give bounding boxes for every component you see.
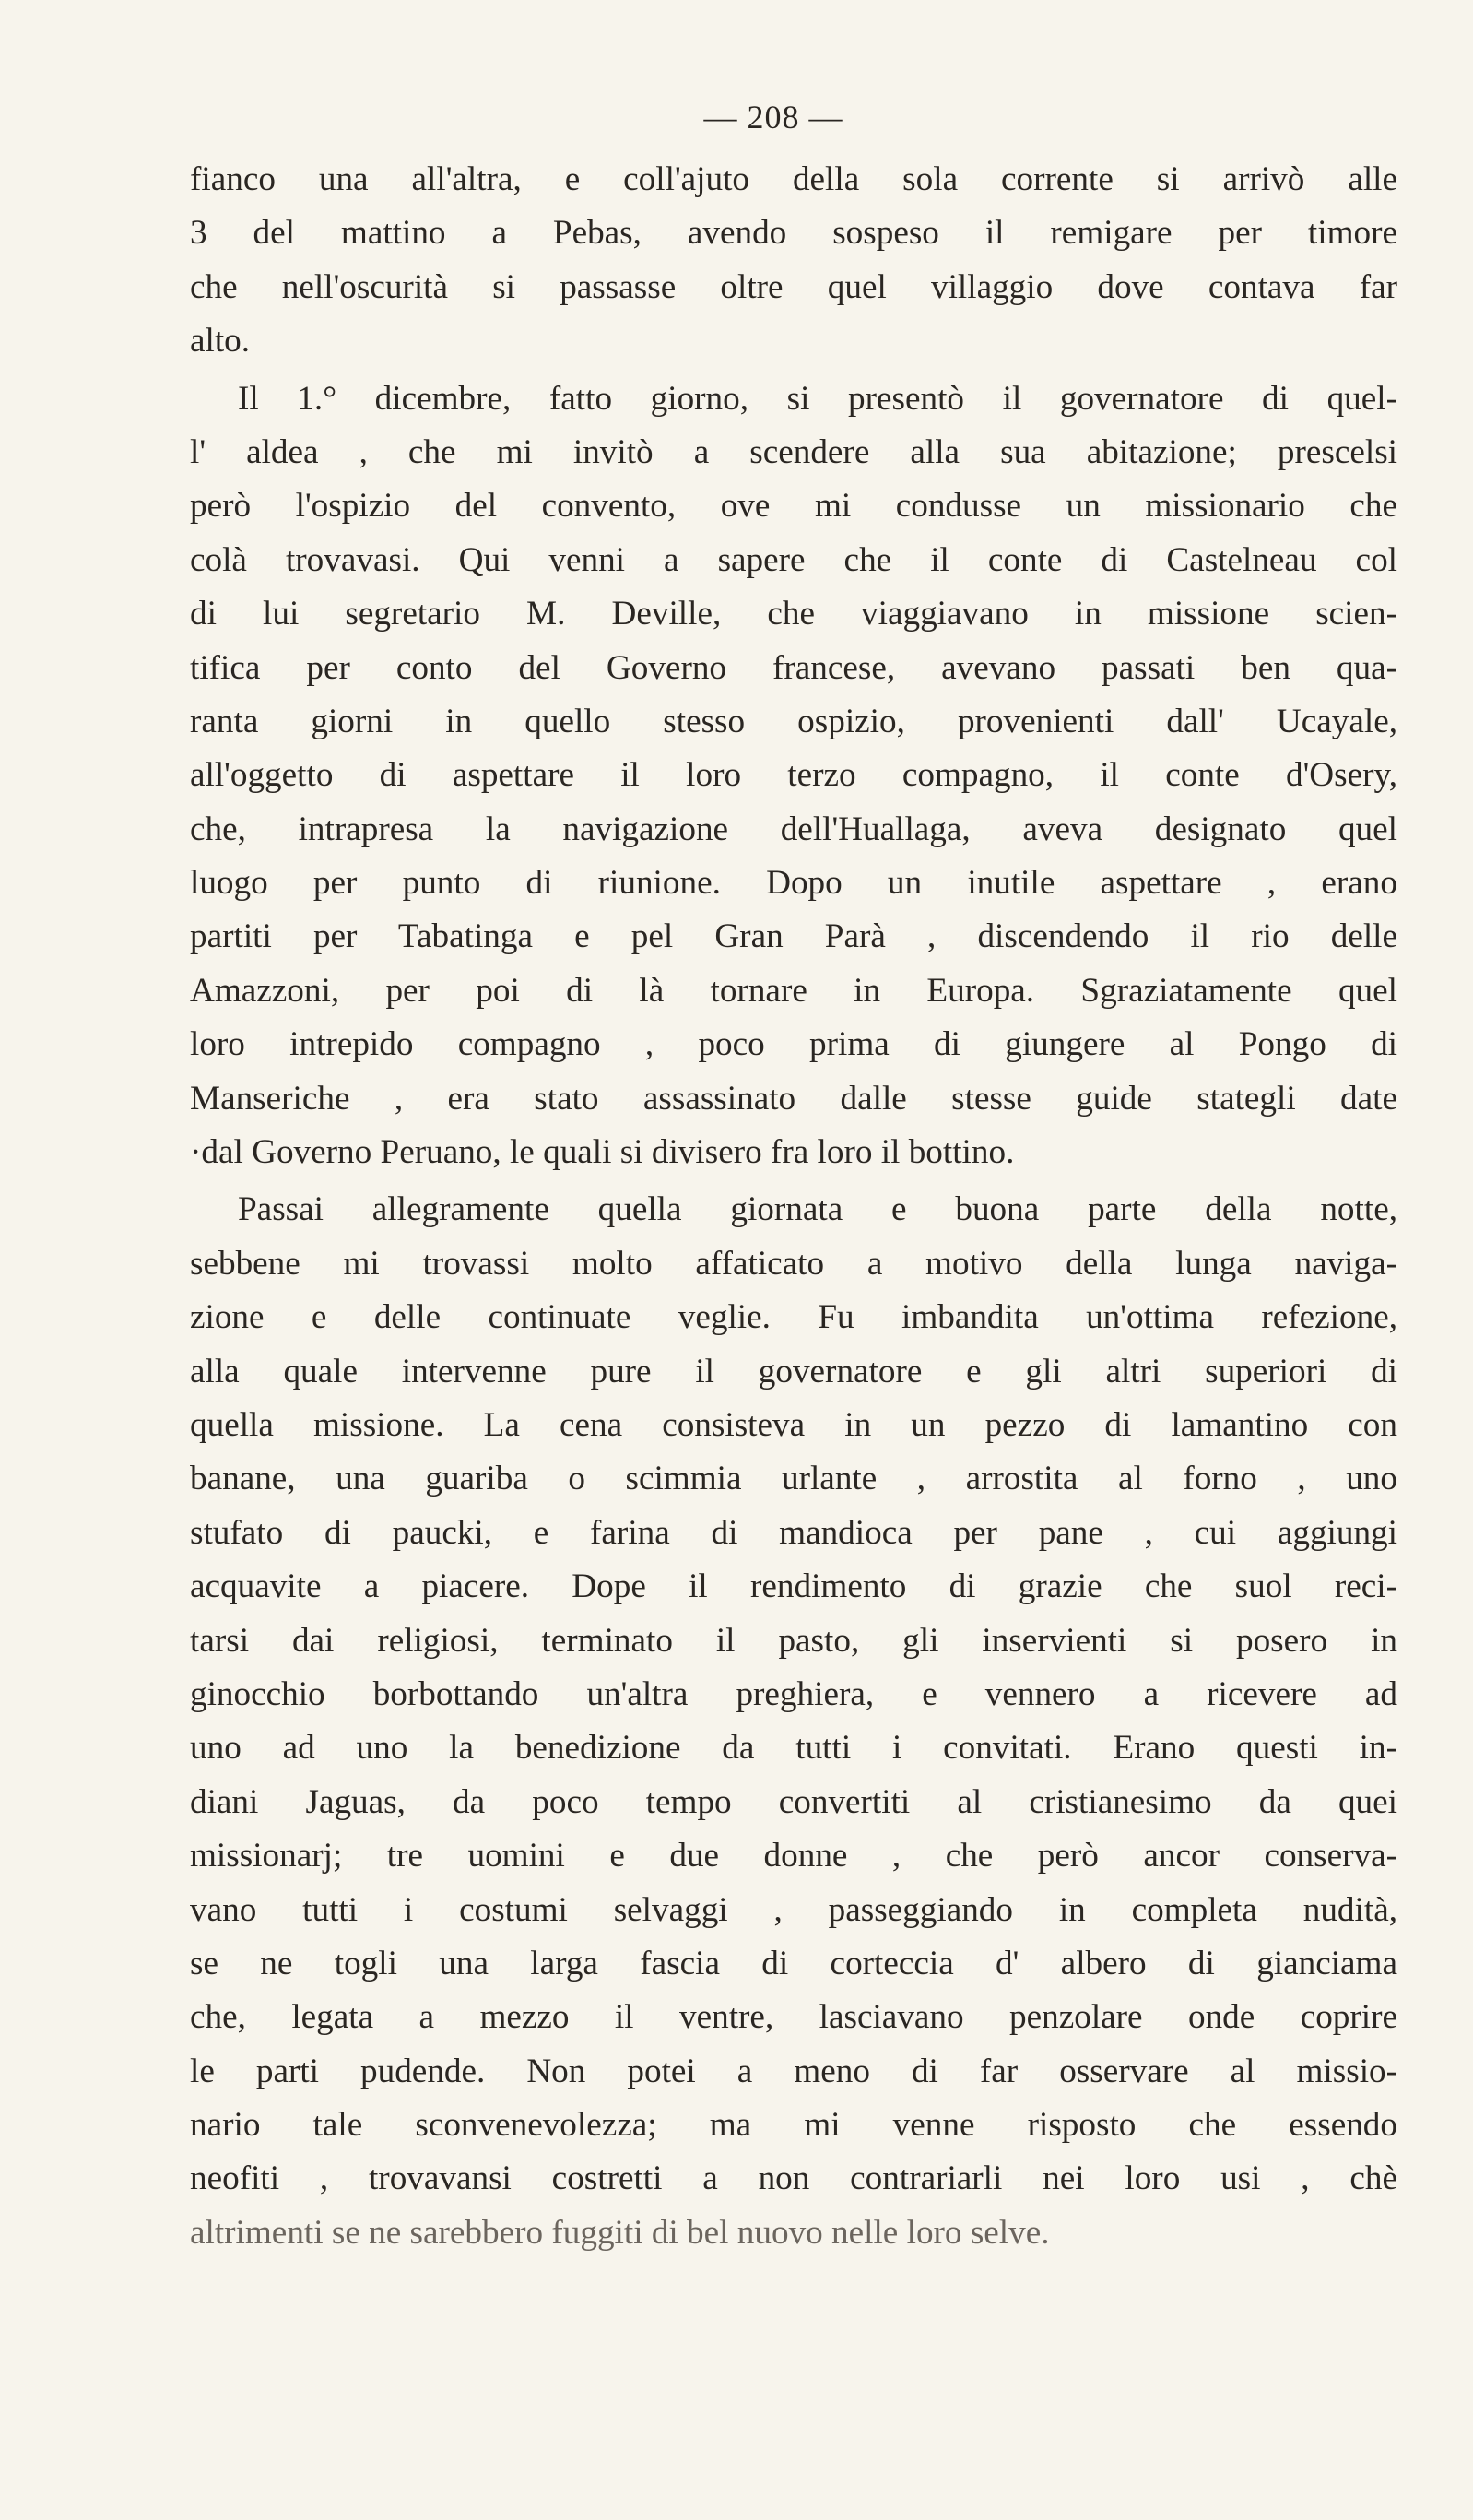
text-line: l' aldea , che mi invitò a scendere alla sua abitazione; prescelsi xyxy=(190,432,1397,471)
text-line: ginocchio borbottando un'altra preghiera, e vennero a ricevere ad xyxy=(190,1674,1397,1713)
text-line: diani Jaguas, da poco tempo convertiti al cristianesimo da quei xyxy=(190,1782,1397,1821)
text-line: le parti pudende. Non potei a meno di far osservare al missio- xyxy=(190,2052,1397,2090)
text-line: che, legata a mezzo il ventre, lasciavano penzolare onde coprire xyxy=(190,1998,1397,2037)
text-line: ·dal Governo Peruano, le quali si divisero fra loro il bottino. xyxy=(190,1133,1015,1172)
text-line: banane, una guariba o scimmia urlante , arrostita al forno , uno xyxy=(190,1460,1397,1498)
text-line: se ne togli una larga fascia di corteccia d' albero di gianciama xyxy=(190,1944,1397,1982)
text-line: Il 1.° dicembre, fatto giorno, si presentò il governatore di quel- xyxy=(238,379,1397,418)
text-line: 3 del mattino a Pebas, avendo sospeso il remigare per timore xyxy=(190,214,1397,253)
text-line: vano tutti i costumi selvaggi , passeggiando in completa nudità, xyxy=(190,1890,1397,1929)
text-line: però l'ospizio del convento, ove mi condusse un missionario che xyxy=(190,487,1397,526)
text-line: all'oggetto di aspettare il loro terzo compagno, il conte d'Osery, xyxy=(190,756,1397,795)
text-line: ranta giorni in quello stesso ospizio, provenienti dall' Ucayale, xyxy=(190,702,1397,740)
text-line: di lui segretario M. Deville, che viaggiavano in missione scien- xyxy=(190,595,1397,633)
text-line: uno ad uno la benedizione da tutti i convitati. Erano questi in- xyxy=(190,1729,1397,1768)
text-line: Manseriche , era stato assassinato dalle stesse guide stategli date xyxy=(190,1079,1397,1118)
text-line: neofiti , trovavansi costretti a non contrariarli nei loro usi , chè xyxy=(190,2159,1397,2198)
text-line: luogo per punto di riunione. Dopo un inutile aspettare , erano xyxy=(190,864,1397,903)
text-line: fianco una all'altra, e coll'ajuto della sola corrente si arrivò alle xyxy=(190,160,1397,198)
text-line: Amazzoni, per poi di là tornare in Europa. Sgraziatamente quel xyxy=(190,971,1397,1010)
text-line: che, intrapresa la navigazione dell'Huallaga, aveva designato quel xyxy=(190,810,1397,848)
text-line: che nell'oscurità si passasse oltre quel villaggio dove contava far xyxy=(190,267,1397,306)
text-line: quella missione. La cena consisteva in un pezzo di lamantino con xyxy=(190,1405,1397,1444)
text-line: tarsi dai religiosi, terminato il pasto, gli inservienti si posero in xyxy=(190,1621,1397,1660)
text-line: alto. xyxy=(190,322,251,361)
text-line: Passai allegramente quella giornata e buona parte della notte, xyxy=(238,1190,1397,1229)
text-line: zione e delle continuate veglie. Fu imbandita un'ottima refezione, xyxy=(190,1298,1397,1337)
body-text xyxy=(190,153,1397,2260)
text-line: loro intrepido compagno , poco prima di giungere al Pongo di xyxy=(190,1025,1397,1064)
text-line: alla quale intervenne pure il governatore e gli altri superiori di xyxy=(190,1352,1397,1390)
text-line: missionarj; tre uomini e due donne , che però ancor conserva- xyxy=(190,1837,1397,1875)
text-line: nario tale sconvenevolezza; ma mi venne risposto che essendo xyxy=(190,2106,1397,2145)
text-line: partiti per Tabatinga e pel Gran Parà , discendendo il rio delle xyxy=(190,917,1397,956)
text-line: acquavite a piacere. Dope il rendimento di grazie che suol reci- xyxy=(190,1568,1397,1606)
text-line: tifica per conto del Governo francese, avevano passati ben qua- xyxy=(190,648,1397,687)
text-line: altrimenti se ne sarebbero fuggiti di bel nuovo nelle loro selve. xyxy=(190,2213,1050,2252)
text-line: colà trovavasi. Qui venni a sapere che il conte di Castelneau col xyxy=(190,540,1397,579)
text-line: sebbene mi trovassi molto affaticato a motivo della lunga naviga- xyxy=(190,1244,1397,1283)
text-line: stufato di paucki, e farina di mandioca per pane , cui aggiungi xyxy=(190,1513,1397,1552)
page-number: — 208 — xyxy=(703,99,843,136)
